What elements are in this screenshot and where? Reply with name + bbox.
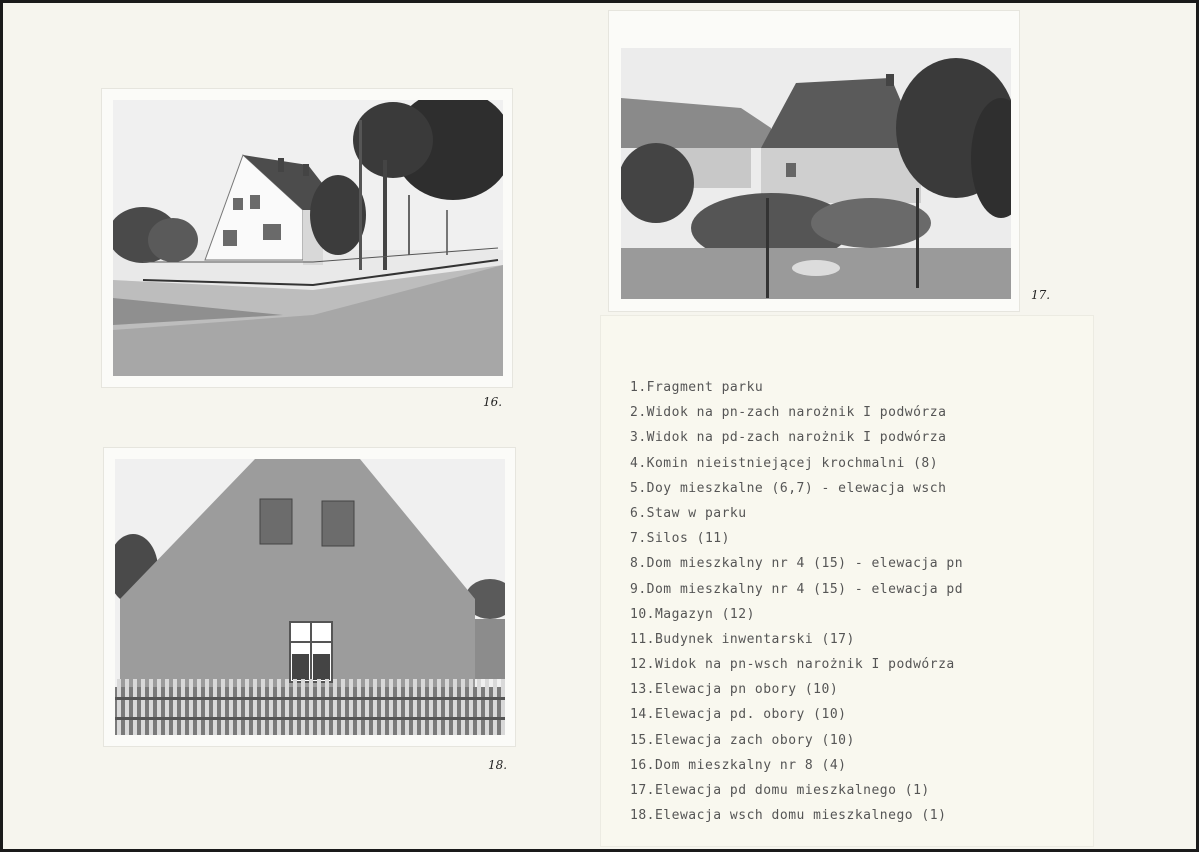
photo-17-number: 17. — [1031, 288, 1051, 302]
caption-item: 15.Elewacja zach obory (10) — [630, 732, 855, 748]
caption-item: 6.Staw w parku — [630, 505, 747, 521]
caption-item: 12.Widok na pn-wsch narożnik I podwórza — [630, 657, 955, 673]
caption-item: 8.Dom mieszkalny nr 4 (15) - elewacja pn — [630, 556, 964, 572]
caption-item: 3.Widok na pd-zach narożnik I podwórza — [630, 430, 947, 446]
caption-item: 1.Fragment parku — [630, 380, 764, 395]
caption-item: 14.Elewacja pd. obory (10) — [630, 707, 847, 723]
photo-17 — [609, 11, 1019, 311]
caption-item: 4.Komin nieistniejącej krochmalni (8) — [630, 455, 939, 471]
caption-item: 7.Silos (11) — [630, 531, 730, 547]
caption-item: 16.Dom mieszkalny nr 8 (4) — [630, 757, 847, 773]
caption-item: 11.Budynek inwentarski (17) — [630, 631, 855, 647]
photo-18 — [104, 448, 515, 746]
photo-16-number: 16. — [483, 395, 503, 409]
photo-17-image — [621, 48, 1011, 299]
caption-item: 13.Elewacja pn obory (10) — [630, 682, 839, 698]
caption-item: 18.Elewacja wsch domu mieszkalnego (1) — [630, 808, 947, 824]
caption-list — [630, 375, 963, 828]
photo-16-image — [113, 100, 503, 376]
caption-item: 9.Dom mieszkalny nr 4 (15) - elewacja pd — [630, 581, 964, 597]
caption-item: 2.Widok na pn-zach narożnik I podwórza — [630, 405, 947, 421]
caption-item: 10.Magazyn (12) — [630, 606, 755, 622]
caption-item: 5.Doy mieszkalne (6,7) - elewacja wsch — [630, 480, 947, 496]
photo-16 — [102, 89, 512, 387]
caption-item: 17.Elewacja pd domu mieszkalnego (1) — [630, 783, 930, 798]
photo-18-number: 18. — [488, 758, 508, 772]
photo-18-image — [115, 459, 505, 735]
